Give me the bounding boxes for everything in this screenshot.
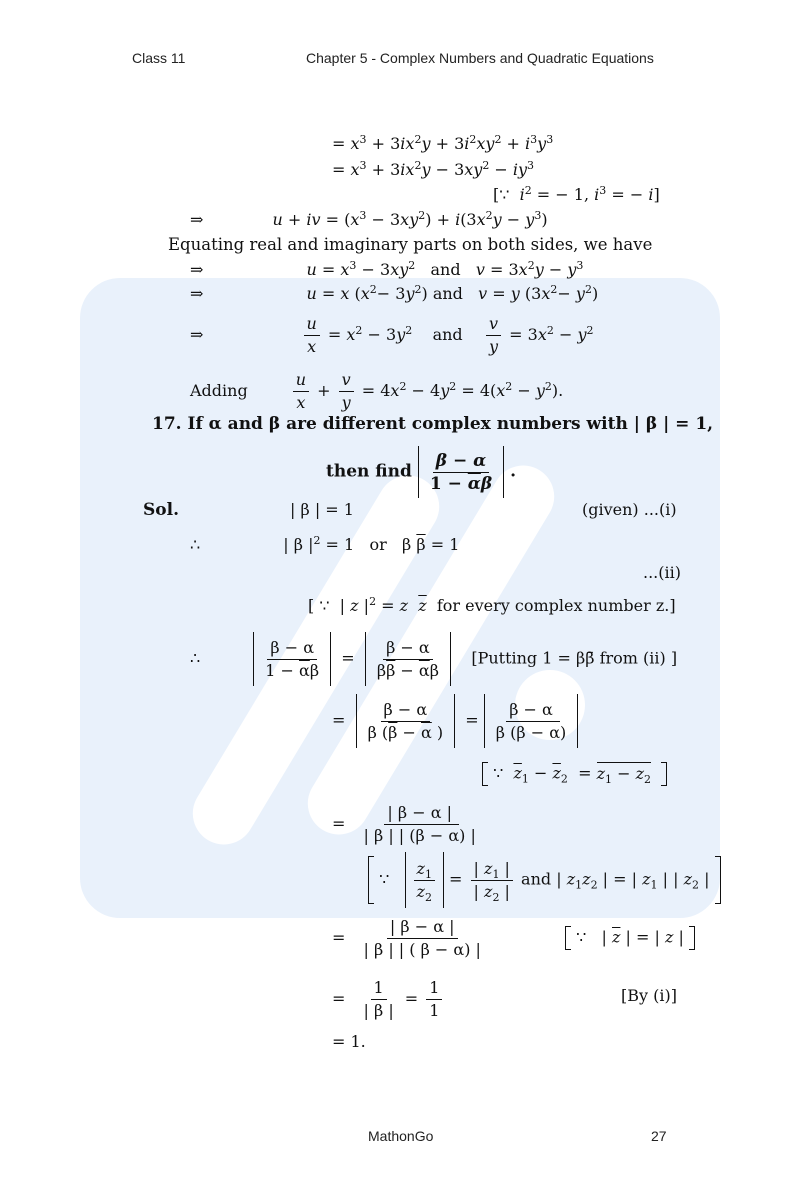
- equation-tag: (given) ...(i): [582, 500, 677, 519]
- paragraph: Equating real and imaginary parts on both sides, we have: [168, 235, 653, 254]
- math-line: = $\frac{| \beta - \alpha |}{| \beta | | ( \beta - \alpha) |}$: [332, 917, 481, 959]
- final-result: = 1.: [332, 1032, 366, 1051]
- math-line: Adding $\frac{u}{x}$ + $\frac{v}{y}$ = $4x^2 - 4y^2 = 4(x^2 - y^2)$.: [190, 370, 564, 412]
- math-line: = $\frac{1}{| \beta |}$ = $\frac{1}{1}$: [332, 976, 445, 1022]
- math-line: ⇒ $u = x^3 - 3xy^2$ and $v = 3x^2y - y^3$: [190, 259, 584, 279]
- header-class: Class 11: [132, 50, 186, 66]
- math-line: = $\frac{| \beta - \alpha |}{| \beta | | (\beta - \alpha) |}$: [332, 803, 476, 845]
- problem-text: If α and β are different complex numbers with | β | = 1,: [187, 414, 714, 434]
- problem-statement: [152, 414, 713, 434]
- math-note: [ ∵ | z $|^2 = z$ $\overline{z}$ for every complex number z.]: [308, 595, 676, 615]
- adding-label: Adding: [190, 381, 248, 400]
- footer-brand: MathonGo: [368, 1128, 434, 1144]
- math-line: = $x^3 + 3ix^2y + 3i^2xy^2 + i^3y^3$: [332, 133, 554, 153]
- math-line: = $x^3 + 3ix^2y - 3xy^2 - iy^3$: [332, 159, 535, 179]
- math-line: ∴ $\frac{\beta - \alpha}{1 - \overline{\alpha}\beta}$ = $\frac{\beta - \alpha}{\beta\overline{\beta} - \overline{\alpha}\beta}$ [Putting 1 = ββ̄ from (ii) ]: [190, 632, 677, 686]
- math-line: ⇒ $\frac{u}{x}$ = $x^2 - 3y^2$ and $\frac{v}{y}$ = $3x^2 - y^2$: [190, 314, 594, 356]
- math-line: = $\frac{\beta - \alpha}{\beta (\overline{\beta} - \overline{\alpha} )}$ = $\frac{\beta - \alpha}{\beta (\beta - \alpha)}$: [332, 694, 578, 748]
- solution-label: Sol.: [143, 500, 179, 520]
- math-note: ∵ | $\overline{z}$ | = | z |: [565, 926, 695, 950]
- putting-note: [Putting 1 = ββ̄ from (ii) ]: [471, 648, 678, 668]
- math-line: ⇒ u + iv = $(x^3 - 3xy^2) + i(3x^2y - y^3)$: [190, 209, 548, 229]
- page-number: 27: [651, 1128, 667, 1144]
- math-note: [∵ $i^2$ = − 1, $i^3$ = − i]: [493, 184, 660, 204]
- equation-tag: ...(ii): [643, 563, 681, 582]
- math-line: ⇒ u = x $(x^2- 3y^2)$ and v = y $(3x^2- y^2)$: [190, 283, 599, 303]
- problem-number: 17.: [152, 414, 182, 434]
- equation-tag: [By (i)]: [621, 986, 677, 1005]
- header-chapter: Chapter 5 - Complex Numbers and Quadratic Equations: [306, 50, 654, 66]
- math-line: | β | = 1: [290, 500, 354, 519]
- math-note: ∵ $\frac{z_1}{z_2}$ = $\frac{| z_1 |}{| z_2 |}$ and | $z_1z_2$ | = | $z_1$ | | $z_2$ |: [368, 852, 721, 908]
- math-line: ∴ | β $|^2 = 1$ or β $\overline{\beta} = 1$: [190, 534, 460, 554]
- problem-target: then find $\frac{\beta - \alpha}{1 - \overline{\alpha}\beta}$ .: [326, 446, 516, 498]
- math-note: ∵ $\overline{z}_1 - \overline{z}_2 = z_1 - z_2$: [482, 762, 667, 786]
